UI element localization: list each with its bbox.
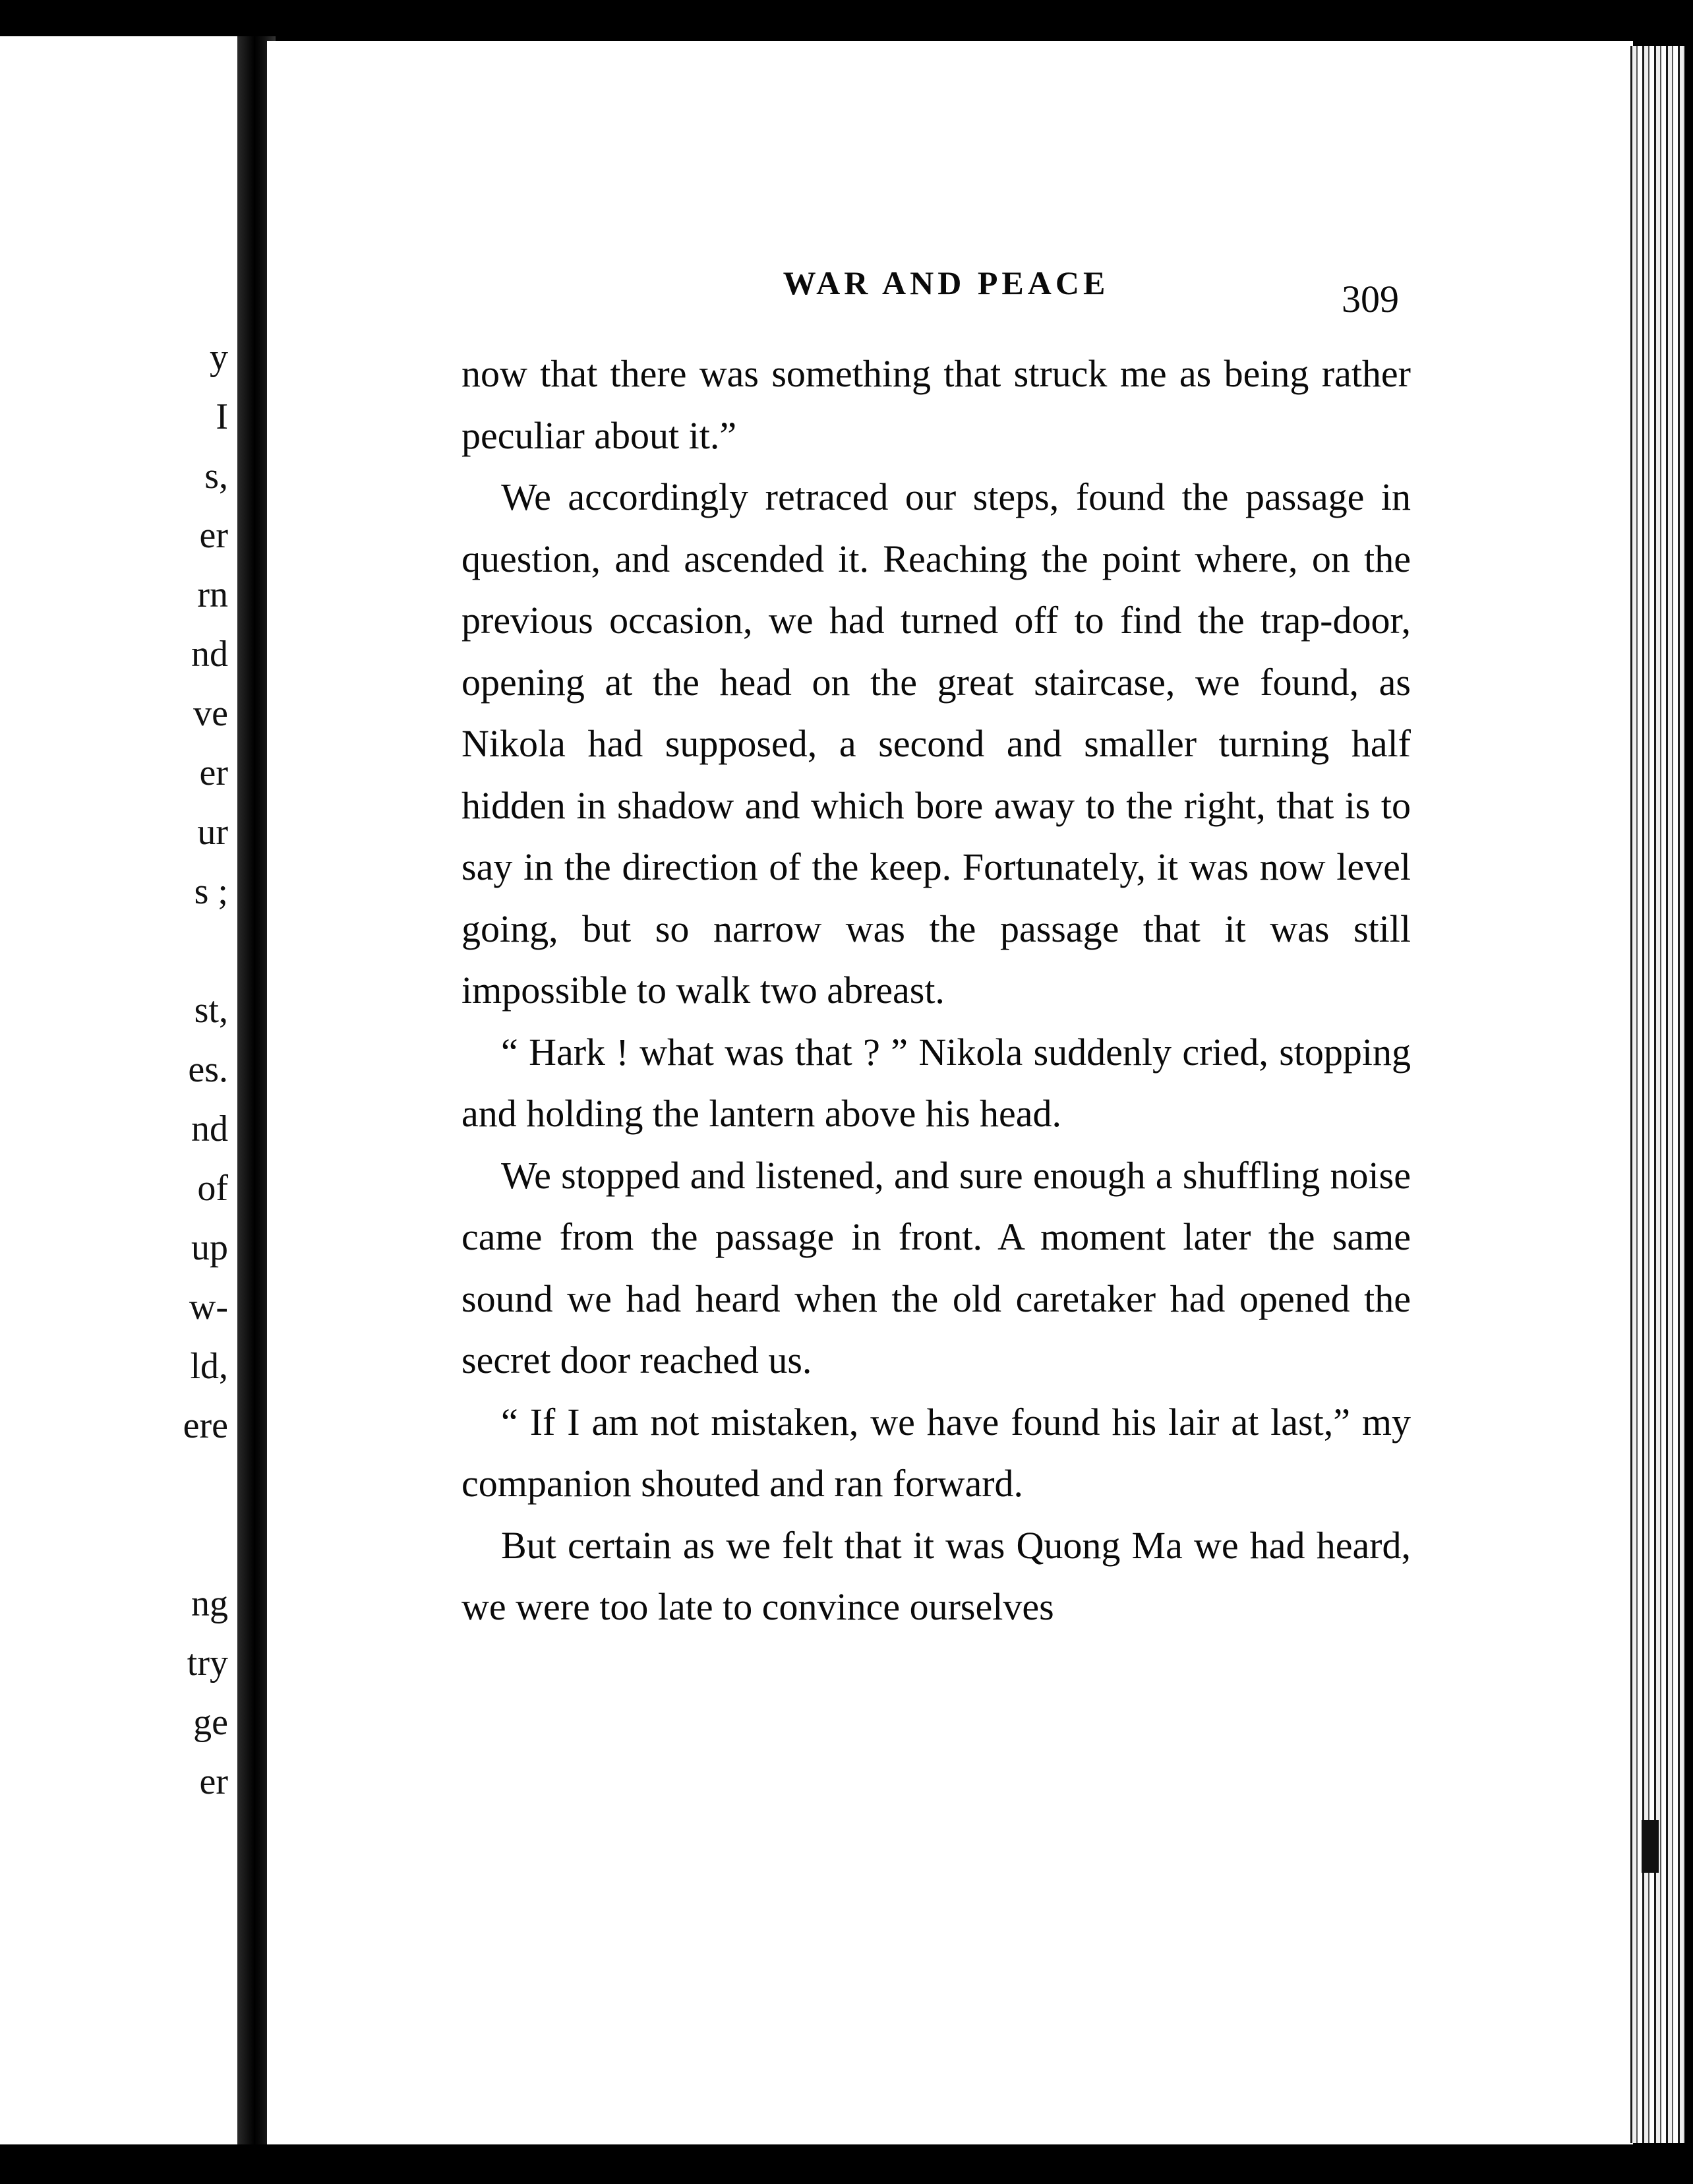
page-body bbox=[461, 343, 1411, 1638]
paragraph: “ If I am not mistaken, we have found his lair at last,” my companion shouted and ran forward. bbox=[461, 1400, 1411, 1505]
fragment-line: er bbox=[199, 515, 228, 556]
paragraph: We stopped and listened, and sure enough a shuffling noise came from the passage in front. A moment later the same sound we had heard when the old caretaker had opened the secret door reached us. bbox=[461, 1153, 1411, 1381]
fragment-line: s ; bbox=[194, 871, 228, 912]
fragment-line: w- bbox=[189, 1287, 228, 1327]
fragment-line: s, bbox=[204, 456, 228, 497]
page-number: 309 bbox=[1342, 278, 1399, 320]
fragment-line: I bbox=[216, 396, 228, 437]
paragraph: “ Hark ! what was that ? ” Nikola suddenly cried, stopping and holding the lantern above his head. bbox=[461, 1030, 1411, 1135]
fragment-line: es. bbox=[188, 1049, 228, 1090]
scan-border-bottom bbox=[0, 2144, 1693, 2184]
fragment-line: up bbox=[191, 1227, 228, 1268]
scan-border-right bbox=[1685, 40, 1693, 2144]
fragment-line: nd bbox=[191, 1108, 228, 1149]
fragment-line: rn bbox=[197, 574, 228, 615]
fragment-line: er bbox=[199, 1761, 228, 1802]
fragment-line: of bbox=[197, 1168, 228, 1209]
running-title: WAR AND PEACE bbox=[783, 264, 1110, 301]
fragment-line: ere bbox=[183, 1405, 228, 1446]
paragraph: now that there was something that struck me as being rather peculiar about it.” bbox=[461, 352, 1411, 457]
fragment-line: ur bbox=[197, 812, 228, 853]
paragraph: We accordingly retraced our steps, found the passage in question, and ascended it. Reaching the point where, on the previous occasion, we had turned off to find the trap-door, opening at the head on the great staircase, we found, as Nikola had supposed, a second and smaller turning half hidden in shadow and which bore away to the right, that is to say in the direction of the keep. Fortunately, it was now level going, but so narrow was the passage that it was still impossible to walk two abreast. bbox=[461, 475, 1411, 1012]
fragment-line: ld, bbox=[190, 1346, 228, 1387]
page-tab-mark bbox=[1642, 1820, 1659, 1873]
paragraph: But certain as we felt that it was Quong Ma we had heard, we were too late to convince ourselves bbox=[461, 1523, 1411, 1628]
facing-page-left bbox=[0, 36, 237, 2146]
fragment-line: ge bbox=[193, 1702, 228, 1743]
fragment-line: er bbox=[199, 752, 228, 793]
fragment-line: ve bbox=[193, 693, 228, 734]
fragment-line: nd bbox=[191, 634, 228, 675]
fragment-line: y bbox=[210, 337, 228, 378]
fragment-line: st, bbox=[194, 990, 228, 1031]
fragment-line: try bbox=[187, 1643, 228, 1684]
fragment-line: ng bbox=[191, 1583, 228, 1624]
